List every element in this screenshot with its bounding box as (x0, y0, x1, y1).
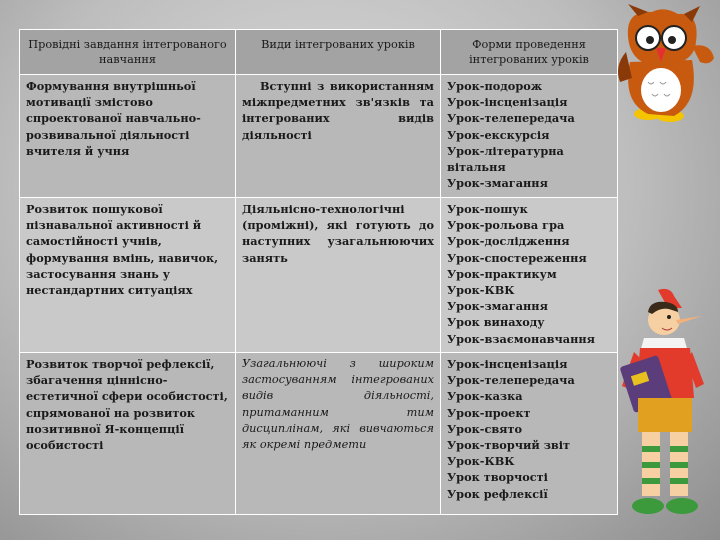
header-forms: Форми проведення інтегрованих уроків (441, 30, 618, 75)
form-item: Урок-КВК (447, 283, 515, 298)
lesson-type-cell: Діяльнісно-технологічні (проміжні), які готують до наступних узагальнюючих занять (236, 198, 441, 353)
form-item: Урок-інсценізація (447, 357, 568, 371)
table-row (20, 353, 618, 515)
form-item: Урок-змагання (447, 299, 548, 314)
form-item: Урок-телепередача (447, 373, 575, 388)
header-tasks: Провідні завдання інтегрованого навчання (20, 30, 236, 75)
integrated-lessons-table (19, 29, 618, 515)
table-row (20, 198, 618, 353)
boy-with-book-illustration (612, 286, 712, 536)
task-cell: Формування внутрішньої мотивації змістово спроектованої навчально-розвивальної діяльності вчителя й учня (20, 75, 236, 198)
form-item: Урок-пошук (447, 202, 528, 216)
form-item: Урок-інсценізація (447, 95, 568, 110)
form-item: Урок-проект (447, 405, 531, 420)
lesson-type-cell: Узагальнюючі з широким застосуванням інтегрованих видів діяльності, притаманним тим дисциплінам, які вивчаються як окремі предмети (236, 353, 441, 515)
form-item: Урок-подорож (447, 79, 543, 93)
form-item: Урок-свято (447, 421, 523, 436)
task-cell: Розвиток творчої рефлексії, збагачення ціннісно-естетичної сфери особистості, спрямованої на розвиток позитивної Я-концепції особистості (20, 353, 236, 515)
form-item: Урок творчості (447, 470, 548, 485)
form-item: Урок-змагання (447, 176, 548, 191)
forms-cell (441, 75, 618, 198)
form-item: Урок-екскурсія (447, 127, 550, 142)
form-item: Урок-спостереження (447, 250, 587, 265)
form-item: Урок рефлексії (447, 486, 548, 501)
form-item: Урок-практикум (447, 266, 557, 281)
forms-cell (441, 198, 618, 353)
task-cell: Розвиток пошукової пізнавальної активності й самостійності учнів, формування вмінь, навичок, застосування знань у нестандартних ситуаціях (20, 198, 236, 353)
forms-cell (441, 353, 618, 515)
form-item: Урок-творчий звіт (447, 438, 571, 453)
form-item: Урок-КВК (447, 454, 515, 469)
form-item: Урок-рольова гра (447, 218, 565, 233)
form-item: Урок-телепередача (447, 111, 575, 126)
form-item: Урок-дослідження (447, 234, 570, 249)
form-item: Урок-взаємонавчання (447, 331, 595, 346)
form-item: Урок-літературна вітальня (447, 143, 564, 175)
form-item: Урок винаходу (447, 315, 545, 330)
table-row (20, 75, 618, 198)
owl-illustration (608, 2, 720, 132)
header-types: Види інтегрованих уроків (236, 30, 441, 75)
header-row (20, 30, 618, 75)
form-item: Урок-казка (447, 389, 523, 404)
lesson-type-cell: Вступні з використанням міжпредметних зв'язків та інтегрованих видів діяльності (236, 75, 441, 198)
